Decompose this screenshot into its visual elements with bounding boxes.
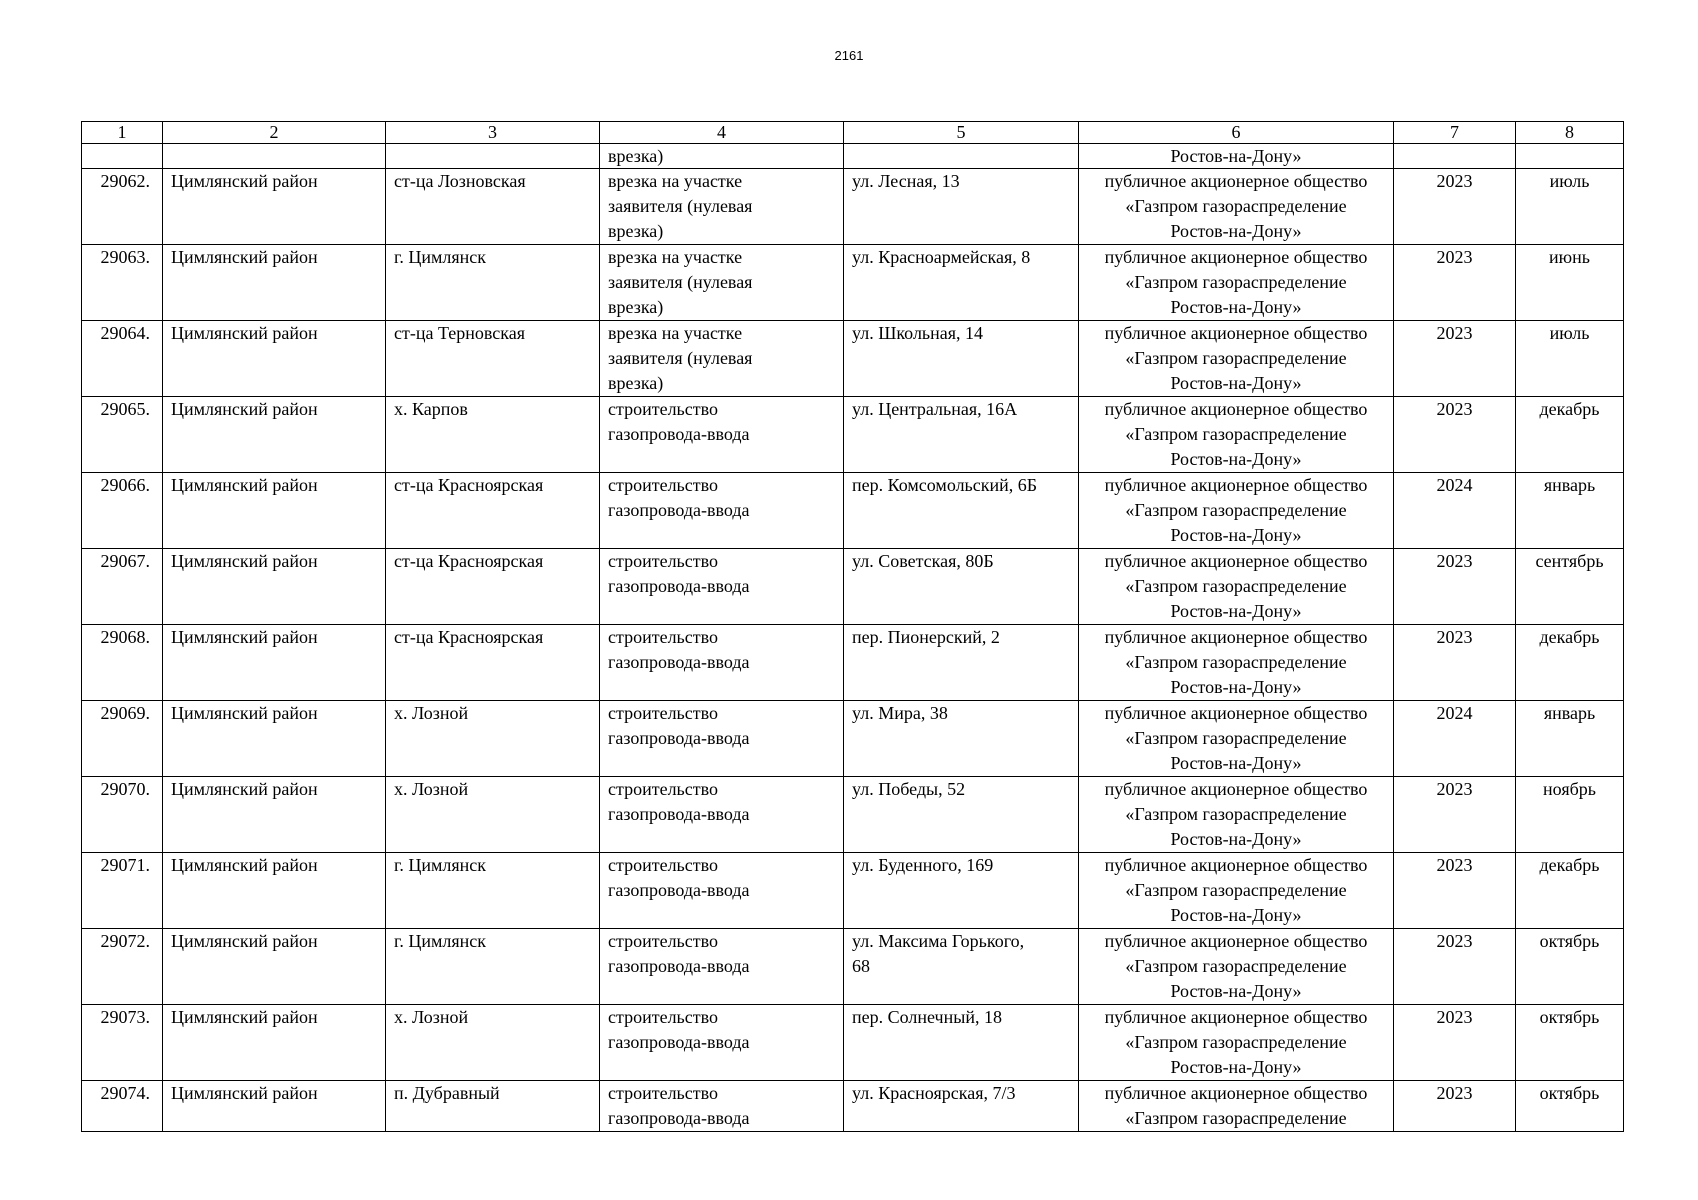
month: июнь bbox=[1516, 245, 1624, 321]
settlement: ст-ца Красноярская bbox=[386, 625, 600, 701]
table-row bbox=[82, 701, 1624, 777]
work-type-line: строительство bbox=[608, 1083, 718, 1103]
address-line: пер. Солнечный, 18 bbox=[852, 1007, 1002, 1027]
work-type-line: газопровода-ввода bbox=[608, 500, 750, 520]
row-number: 29064. bbox=[82, 321, 163, 397]
work-type-line: врезка на участке bbox=[608, 323, 743, 343]
row-number: 29069. bbox=[82, 701, 163, 777]
organization bbox=[1079, 549, 1394, 625]
address bbox=[844, 397, 1079, 473]
organization-line: Ростов-на-Дону» bbox=[1170, 981, 1302, 1001]
cont-organization: Ростов-на-Дону» bbox=[1079, 144, 1394, 169]
district: Цимлянский район bbox=[163, 1081, 386, 1132]
organization bbox=[1079, 169, 1394, 245]
column-number-8: 8 bbox=[1516, 122, 1624, 144]
table-row bbox=[82, 397, 1624, 473]
month: ноябрь bbox=[1516, 777, 1624, 853]
address bbox=[844, 245, 1079, 321]
month: октябрь bbox=[1516, 1081, 1624, 1132]
address-line: ул. Красноярская, 7/3 bbox=[852, 1083, 1016, 1103]
table-row bbox=[82, 321, 1624, 397]
organization-line: Ростов-на-Дону» bbox=[1170, 677, 1302, 697]
address-line: ул. Буденного, 169 bbox=[852, 855, 994, 875]
year: 2023 bbox=[1394, 1081, 1516, 1132]
organization-line: публичное акционерное общество bbox=[1104, 1083, 1368, 1103]
work-type bbox=[600, 245, 844, 321]
row-number: 29074. bbox=[82, 1081, 163, 1132]
address-line: ул. Максима Горького, bbox=[852, 931, 1025, 951]
organization bbox=[1079, 1081, 1394, 1132]
work-type-line: газопровода-ввода bbox=[608, 652, 750, 672]
work-type-line: врезка на участке bbox=[608, 171, 743, 191]
continuation-row bbox=[82, 144, 1624, 169]
organization-line: «Газпром газораспределение bbox=[1125, 1108, 1347, 1128]
month: октябрь bbox=[1516, 1005, 1624, 1081]
row-number: 29066. bbox=[82, 473, 163, 549]
column-number-6: 6 bbox=[1079, 122, 1394, 144]
settlement: г. Цимлянск bbox=[386, 853, 600, 929]
organization-line: Ростов-на-Дону» bbox=[1170, 449, 1302, 469]
organization-line: Ростов-на-Дону» bbox=[1170, 221, 1302, 241]
table-row bbox=[82, 473, 1624, 549]
organization-line: публичное акционерное общество bbox=[1104, 703, 1368, 723]
month: декабрь bbox=[1516, 625, 1624, 701]
table-row bbox=[82, 853, 1624, 929]
cont-cell-2 bbox=[163, 144, 386, 169]
organization-line: публичное акционерное общество bbox=[1104, 627, 1368, 647]
work-type bbox=[600, 397, 844, 473]
district: Цимлянский район bbox=[163, 473, 386, 549]
year: 2023 bbox=[1394, 549, 1516, 625]
table-row bbox=[82, 245, 1624, 321]
work-type bbox=[600, 1005, 844, 1081]
organization bbox=[1079, 701, 1394, 777]
organization-line: «Газпром газораспределение bbox=[1125, 272, 1347, 292]
organization-line: Ростов-на-Дону» bbox=[1170, 905, 1302, 925]
table-row bbox=[82, 169, 1624, 245]
organization-line: «Газпром газораспределение bbox=[1125, 424, 1347, 444]
row-number: 29063. bbox=[82, 245, 163, 321]
table-row bbox=[82, 1081, 1624, 1132]
organization-line: публичное акционерное общество bbox=[1104, 475, 1368, 495]
work-type bbox=[600, 1081, 844, 1132]
table-row bbox=[82, 1005, 1624, 1081]
row-number: 29068. bbox=[82, 625, 163, 701]
address bbox=[844, 701, 1079, 777]
work-type-line: газопровода-ввода bbox=[608, 576, 750, 596]
column-number-7: 7 bbox=[1394, 122, 1516, 144]
row-number: 29073. bbox=[82, 1005, 163, 1081]
work-type-line: газопровода-ввода bbox=[608, 1032, 750, 1052]
address bbox=[844, 625, 1079, 701]
row-number: 29071. bbox=[82, 853, 163, 929]
organization bbox=[1079, 473, 1394, 549]
table-row bbox=[82, 625, 1624, 701]
organization-line: «Газпром газораспределение bbox=[1125, 576, 1347, 596]
work-type-line: строительство bbox=[608, 855, 718, 875]
work-type-line: заявителя (нулевая bbox=[608, 196, 753, 216]
settlement: п. Дубравный bbox=[386, 1081, 600, 1132]
settlement: х. Лозной bbox=[386, 777, 600, 853]
work-type bbox=[600, 321, 844, 397]
settlement: ст-ца Красноярская bbox=[386, 549, 600, 625]
work-type bbox=[600, 853, 844, 929]
organization-line: «Газпром газораспределение bbox=[1125, 348, 1347, 368]
year: 2024 bbox=[1394, 473, 1516, 549]
cont-cell-3 bbox=[386, 144, 600, 169]
year: 2023 bbox=[1394, 929, 1516, 1005]
year: 2023 bbox=[1394, 777, 1516, 853]
settlement: х. Лозной bbox=[386, 701, 600, 777]
work-type-line: газопровода-ввода bbox=[608, 424, 750, 444]
work-type-line: врезка) bbox=[608, 221, 664, 241]
organization-line: Ростов-на-Дону» bbox=[1170, 829, 1302, 849]
settlement: г. Цимлянск bbox=[386, 245, 600, 321]
organization-line: Ростов-на-Дону» bbox=[1170, 753, 1302, 773]
organization bbox=[1079, 853, 1394, 929]
organization bbox=[1079, 929, 1394, 1005]
organization-line: Ростов-на-Дону» bbox=[1170, 1057, 1302, 1077]
work-type-line: строительство bbox=[608, 551, 718, 571]
organization-line: «Газпром газораспределение bbox=[1125, 956, 1347, 976]
district: Цимлянский район bbox=[163, 397, 386, 473]
column-number-4: 4 bbox=[600, 122, 844, 144]
address bbox=[844, 549, 1079, 625]
month: июль bbox=[1516, 169, 1624, 245]
organization-line: публичное акционерное общество bbox=[1104, 551, 1368, 571]
address-line: пер. Пионерский, 2 bbox=[852, 627, 1000, 647]
work-type-line: врезка на участке bbox=[608, 247, 743, 267]
organization-line: публичное акционерное общество bbox=[1104, 247, 1368, 267]
row-number: 29070. bbox=[82, 777, 163, 853]
organization bbox=[1079, 321, 1394, 397]
address bbox=[844, 1005, 1079, 1081]
address-line: ул. Мира, 38 bbox=[852, 703, 948, 723]
organization-line: публичное акционерное общество bbox=[1104, 855, 1368, 875]
district: Цимлянский район bbox=[163, 777, 386, 853]
month: декабрь bbox=[1516, 853, 1624, 929]
year: 2023 bbox=[1394, 321, 1516, 397]
month: июль bbox=[1516, 321, 1624, 397]
settlement: ст-ца Терновская bbox=[386, 321, 600, 397]
organization-line: публичное акционерное общество bbox=[1104, 323, 1368, 343]
settlement: х. Карпов bbox=[386, 397, 600, 473]
district: Цимлянский район bbox=[163, 929, 386, 1005]
year: 2023 bbox=[1394, 853, 1516, 929]
address-line: 68 bbox=[852, 956, 870, 976]
work-type bbox=[600, 701, 844, 777]
address bbox=[844, 777, 1079, 853]
organization-line: «Газпром газораспределение bbox=[1125, 880, 1347, 900]
district: Цимлянский район bbox=[163, 853, 386, 929]
organization-line: «Газпром газораспределение bbox=[1125, 728, 1347, 748]
work-type-line: строительство bbox=[608, 475, 718, 495]
organization-line: публичное акционерное общество bbox=[1104, 779, 1368, 799]
work-type-line: газопровода-ввода bbox=[608, 1108, 750, 1128]
settlement: ст-ца Красноярская bbox=[386, 473, 600, 549]
work-type-line: врезка) bbox=[608, 373, 664, 393]
month: январь bbox=[1516, 701, 1624, 777]
work-type-line: строительство bbox=[608, 1007, 718, 1027]
year: 2023 bbox=[1394, 397, 1516, 473]
column-number-3: 3 bbox=[386, 122, 600, 144]
settlement: ст-ца Лозновская bbox=[386, 169, 600, 245]
row-number: 29072. bbox=[82, 929, 163, 1005]
organization-line: публичное акционерное общество bbox=[1104, 399, 1368, 419]
work-type bbox=[600, 625, 844, 701]
settlement: г. Цимлянск bbox=[386, 929, 600, 1005]
address-line: ул. Школьная, 14 bbox=[852, 323, 984, 343]
page-number: 2161 bbox=[834, 48, 864, 63]
cont-work-type: врезка) bbox=[600, 144, 844, 169]
month: октябрь bbox=[1516, 929, 1624, 1005]
year: 2023 bbox=[1394, 245, 1516, 321]
cont-cell-7 bbox=[1394, 144, 1516, 169]
table-row bbox=[82, 929, 1624, 1005]
district: Цимлянский район bbox=[163, 245, 386, 321]
organization-line: «Газпром газораспределение bbox=[1125, 804, 1347, 824]
column-number-2: 2 bbox=[163, 122, 386, 144]
cont-cell-5 bbox=[844, 144, 1079, 169]
district: Цимлянский район bbox=[163, 1005, 386, 1081]
address bbox=[844, 321, 1079, 397]
organization bbox=[1079, 625, 1394, 701]
work-type-line: врезка) bbox=[608, 297, 664, 317]
address-line: ул. Лесная, 13 bbox=[852, 171, 960, 191]
work-type bbox=[600, 473, 844, 549]
district: Цимлянский район bbox=[163, 169, 386, 245]
work-type bbox=[600, 929, 844, 1005]
organization-line: «Газпром газораспределение bbox=[1125, 196, 1347, 216]
organization-line: Ростов-на-Дону» bbox=[1170, 601, 1302, 621]
gasification-schedule-table bbox=[81, 121, 1624, 1132]
cont-cell-1 bbox=[82, 144, 163, 169]
organization-line: Ростов-на-Дону» bbox=[1170, 525, 1302, 545]
organization bbox=[1079, 397, 1394, 473]
work-type-line: заявителя (нулевая bbox=[608, 348, 753, 368]
settlement: х. Лозной bbox=[386, 1005, 600, 1081]
organization-line: Ростов-на-Дону» bbox=[1170, 297, 1302, 317]
month: сентябрь bbox=[1516, 549, 1624, 625]
district: Цимлянский район bbox=[163, 321, 386, 397]
work-type bbox=[600, 777, 844, 853]
organization-line: «Газпром газораспределение bbox=[1125, 1032, 1347, 1052]
organization bbox=[1079, 245, 1394, 321]
address-line: ул. Центральная, 16А bbox=[852, 399, 1018, 419]
address bbox=[844, 473, 1079, 549]
address bbox=[844, 169, 1079, 245]
month: январь bbox=[1516, 473, 1624, 549]
work-type bbox=[600, 169, 844, 245]
district: Цимлянский район bbox=[163, 701, 386, 777]
work-type-line: газопровода-ввода bbox=[608, 956, 750, 976]
table-row bbox=[82, 777, 1624, 853]
work-type-line: строительство bbox=[608, 931, 718, 951]
work-type-line: строительство bbox=[608, 399, 718, 419]
column-number-5: 5 bbox=[844, 122, 1079, 144]
work-type-line: заявителя (нулевая bbox=[608, 272, 753, 292]
organization-line: публичное акционерное общество bbox=[1104, 1007, 1368, 1027]
district: Цимлянский район bbox=[163, 549, 386, 625]
table-row bbox=[82, 549, 1624, 625]
work-type-line: газопровода-ввода bbox=[608, 728, 750, 748]
organization-line: публичное акционерное общество bbox=[1104, 931, 1368, 951]
address bbox=[844, 853, 1079, 929]
row-number: 29065. bbox=[82, 397, 163, 473]
year: 2023 bbox=[1394, 169, 1516, 245]
work-type-line: строительство bbox=[608, 627, 718, 647]
column-number-row bbox=[82, 122, 1624, 144]
row-number: 29062. bbox=[82, 169, 163, 245]
address-line: пер. Комсомольский, 6Б bbox=[852, 475, 1038, 495]
district: Цимлянский район bbox=[163, 625, 386, 701]
work-type-line: газопровода-ввода bbox=[608, 880, 750, 900]
work-type-line: строительство bbox=[608, 703, 718, 723]
organization bbox=[1079, 777, 1394, 853]
organization-line: Ростов-на-Дону» bbox=[1170, 373, 1302, 393]
organization-line: «Газпром газораспределение bbox=[1125, 500, 1347, 520]
address-line: ул. Победы, 52 bbox=[852, 779, 966, 799]
address-line: ул. Красноармейская, 8 bbox=[852, 247, 1031, 267]
cont-cell-8 bbox=[1516, 144, 1624, 169]
address bbox=[844, 1081, 1079, 1132]
work-type-line: газопровода-ввода bbox=[608, 804, 750, 824]
row-number: 29067. bbox=[82, 549, 163, 625]
work-type-line: строительство bbox=[608, 779, 718, 799]
address bbox=[844, 929, 1079, 1005]
address-line: ул. Советская, 80Б bbox=[852, 551, 994, 571]
column-number-1: 1 bbox=[82, 122, 163, 144]
work-type bbox=[600, 549, 844, 625]
year: 2023 bbox=[1394, 625, 1516, 701]
year: 2024 bbox=[1394, 701, 1516, 777]
organization-line: публичное акционерное общество bbox=[1104, 171, 1368, 191]
month: декабрь bbox=[1516, 397, 1624, 473]
organization-line: «Газпром газораспределение bbox=[1125, 652, 1347, 672]
year: 2023 bbox=[1394, 1005, 1516, 1081]
organization bbox=[1079, 1005, 1394, 1081]
